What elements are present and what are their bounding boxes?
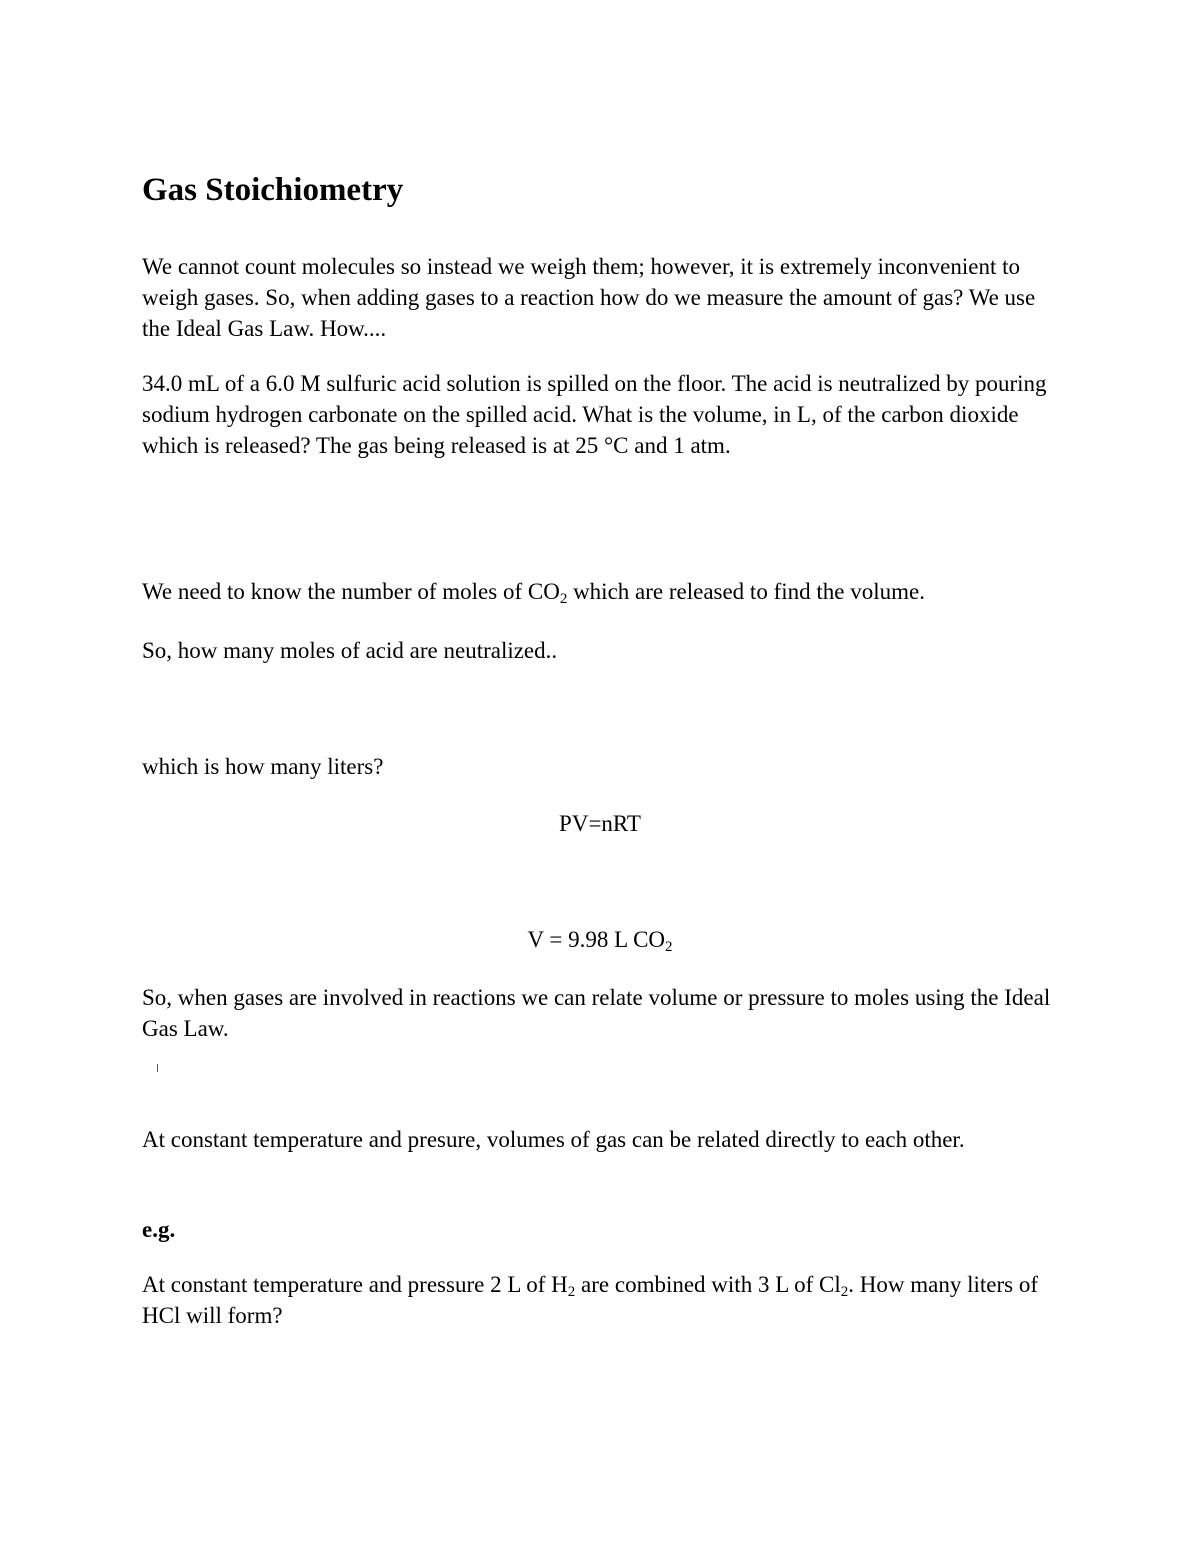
conclusion-paragraph: So, when gases are involved in reactions we can relate volume or pressure to moles using the Ideal Gas Law. bbox=[142, 985, 1051, 1041]
stray-mark bbox=[157, 1064, 158, 1072]
moles-needed-text-end: which are released to find the volume. bbox=[567, 579, 925, 604]
liters-question: which is how many liters? bbox=[142, 754, 384, 779]
constant-paragraph: At constant temperature and presure, volumes of gas can be related directly to each other. bbox=[142, 1127, 965, 1152]
co2-subscript: 2 bbox=[559, 591, 568, 607]
intro-paragraph: We cannot count molecules so instead we weigh them; however, it is extremely inconvenient to weigh gases. So, when adding gases to a reaction how do we measure the amount of gas? We use the Ideal Gas Law. How.... bbox=[142, 254, 1036, 341]
example-text-2: are combined with 3 L of Cl bbox=[575, 1272, 841, 1297]
example-text-3: . How many liters of HCl will form? bbox=[142, 1272, 1038, 1328]
ideal-gas-equation: PV=nRT bbox=[559, 811, 641, 836]
result-co2-subscript: 2 bbox=[665, 939, 673, 955]
page-title: Gas Stoichiometry bbox=[142, 172, 404, 208]
moles-acid-paragraph: So, how many moles of acid are neutralized.. bbox=[142, 638, 558, 663]
moles-needed-text: We need to know the number of moles of CO bbox=[142, 579, 560, 604]
example-text-1: At constant temperature and pressure 2 L of H bbox=[142, 1272, 568, 1297]
problem-paragraph: 34.0 mL of a 6.0 M sulfuric acid solution is spilled on the floor. The acid is neutralized by pouring sodium hydrogen carbonate on the spilled acid. What is the volume, in L, of the carbon dioxide which is released? The gas being released is at 25 °C and 1 atm. bbox=[142, 371, 1047, 458]
h2-subscript: 2 bbox=[567, 1284, 576, 1300]
example-problem bbox=[142, 1269, 1062, 1331]
volume-result bbox=[0, 924, 1200, 955]
volume-result-text: V = 9.98 L CO bbox=[527, 927, 666, 952]
cl2-subscript: 2 bbox=[840, 1284, 849, 1300]
moles-needed-paragraph bbox=[142, 576, 1062, 607]
example-label: e.g. bbox=[142, 1217, 176, 1242]
